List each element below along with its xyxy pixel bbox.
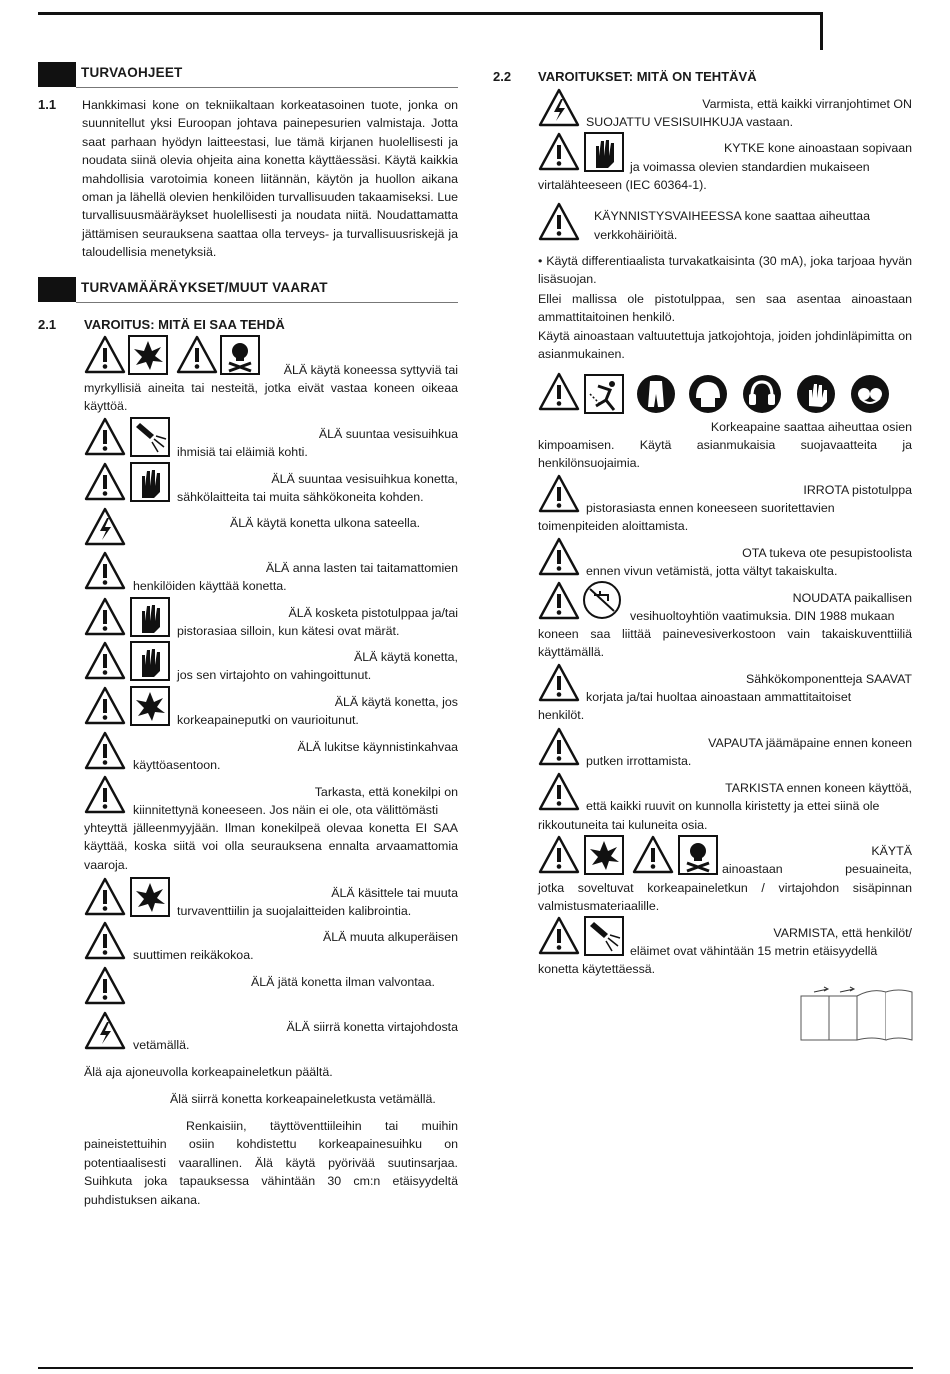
instruction-text: TARKISTA ennen koneen käyttöä, xyxy=(725,781,912,795)
instruction-text: Käytä ainoastaan valtuutettuja jatkojohtoja, joiden johdinläpimitta on asianmukainen. xyxy=(538,329,912,362)
instruction-text: rikkoutuneita tai kuluneita osia. xyxy=(538,818,708,832)
warning-text: henkilöiden käyttää konetta. xyxy=(133,579,287,593)
warning-text: jos sen virtajohto on vahingoittunut. xyxy=(177,668,372,682)
warning-text: yhteyttä jälleenmyyjään. Ilman konekilpeä olevaa konetta EI SAA käyttää, koska siitä voi olla seurauksena ennalta arvaamattomia vaaroja. xyxy=(84,821,458,872)
instruction-text: konetta käytettäessä. xyxy=(538,962,656,976)
warning-text: ÄLÄ käytä konetta, xyxy=(353,650,458,664)
warning-text: ÄLÄ muuta alkuperäisen xyxy=(322,930,458,944)
subsection-number: 2.1 xyxy=(38,317,57,332)
instruction-text: VARMISTA, että henkilöt/ xyxy=(773,926,912,940)
instruction-text: putken irrottamista. xyxy=(586,754,692,768)
electric-warning-icon xyxy=(84,1011,128,1053)
page-frame-top xyxy=(38,12,822,15)
warning-text: ÄLÄ anna lasten tai taitamattomien xyxy=(265,561,458,575)
instruction-text: KÄYNNISTYSVAIHEESSA kone saattaa aiheuttaa xyxy=(594,209,870,223)
instruction-text: KÄYTÄ xyxy=(871,844,912,858)
warning-icon xyxy=(538,537,582,579)
instruction-text: NOUDATA paikallisen xyxy=(792,591,912,605)
instruction-text: SUOJATTU VESISUIHKUJA vastaan. xyxy=(586,115,794,129)
section-number: 1.1 xyxy=(38,97,57,112)
detergent-warning-icons xyxy=(538,835,718,877)
page-frame-corner xyxy=(820,12,823,50)
instruction-text: kimpoamisen. Käytä asianmukaisia suojavaatteita ja henkilönsuojaimia. xyxy=(538,438,912,471)
instruction-text: virtalähteeseen (IEC 60364-1). xyxy=(538,178,707,192)
section-header-rules xyxy=(38,277,458,302)
electric-warning-icon xyxy=(538,88,582,130)
instruction-text: KYTKE kone ainoastaan sopivaan xyxy=(723,141,912,155)
instruction-text: Ellei mallissa ole pistotulppaa, sen saa asentaa ainoastaan ammattitaitoinen henkilö. xyxy=(538,292,912,325)
warning-text: vetämällä. xyxy=(133,1038,190,1052)
instruction-text: koneen saa liittää painevesiverkostoon vain takaiskuventtiiliä käyttämällä. xyxy=(538,627,912,660)
warning-icon xyxy=(84,921,128,963)
warning-text: pistorasiaa silloin, kun kätesi ovat märät. xyxy=(177,624,400,638)
warning-text: kiinnitettynä koneeseen. Jos näin ei ole, ota välittömästi xyxy=(133,803,439,817)
instruction-text: Varmista, että kaikki virranjohtimet ON xyxy=(702,97,912,111)
subsection-title: VAROITUS: MITÄ EI SAA TEHDÄ xyxy=(84,317,285,332)
warning-text: ÄLÄ käytä konetta ulkona sateella. xyxy=(230,516,421,530)
warning-text: Älä aja ajoneuvolla korkeapaineletkun päältä. xyxy=(84,1065,333,1079)
intro-paragraph: Hankkimasi kone on tekniikaltaan korkeatasoinen tuote, jonka on suunnitellut yksi Euroopan johtava painepesurien valmistaja. Jotta saat parhaan hyödyn laitteestasi, lue tämä kirjanen huolellisesti ja noudata siinä olevia ohjeita aina konetta käyttäessäsi. Käytä kaikkia mahdollisia varotoimia koneen liitännän, käytön ja huollon aikana oman ja lähellä olevien henkilöiden turvallisuuden takaamiseksi. Lue turvallisuusmääräykset huolellisesti ja noudata niitä. Noudattamatta jättämisen seurauksena saattaa olla terveys- ja turvallisuusriskejä ja taloudellisia menetyksiä. xyxy=(82,98,458,260)
instruction-text: että kaikki ruuvit on kunnolla kiristetty ja ettei siinä ole xyxy=(586,799,880,813)
section-title: TURVAMÄÄRÄYKSET/MUUT VAARAT xyxy=(81,280,328,295)
instruction-text: • Käytä differentiaalista turvakatkaisinta (30 mA), joka tarjoaa hyvän lisäsuojan. xyxy=(538,254,912,287)
warning-text: ÄLÄ käytä konetta, jos xyxy=(334,695,458,709)
warning-text: Renkaisiin, täyttöventtiileihin tai muihin paineistettuihin osiin kohdistettu korkeapainesuihku on potentiaalisesti vaarallinen. Älä käytä pyörivää suutinsarjaa. Suihkuta joka tapauksessa vähintään 30 cm:n etäisyydeltä puhdistuksen aikana. xyxy=(84,1119,458,1207)
ppe-icons xyxy=(538,372,913,416)
warning-icon xyxy=(538,772,582,814)
warning-icon xyxy=(538,727,582,769)
warning-text: ÄLÄ kosketa pistotulppaa ja/tai xyxy=(288,606,458,620)
instruction-text: korjata ja/tai huoltaa ainoastaan ammattitaitoiset xyxy=(586,690,852,704)
electric-hand-icon xyxy=(538,132,626,174)
warning-icon xyxy=(538,202,582,244)
spray-warning-icon xyxy=(538,916,626,958)
warning-text: ihmisiä tai eläimiä kohti. xyxy=(177,445,308,459)
warning-icon xyxy=(84,966,128,1008)
instruction-text: eläimet ovat vähintään 15 metrin etäisyydellä xyxy=(630,944,878,958)
electric-hand-icon xyxy=(84,641,172,683)
warning-text: ÄLÄ käytä koneessa syttyviä tai xyxy=(283,363,458,377)
warning-text: suuttimen reikäkokoa. xyxy=(133,948,254,962)
instruction-text: VAPAUTA jäämäpaine ennen koneen xyxy=(708,736,912,750)
instruction-text: jotka soveltuvat korkeapaineletkun / virtajohdon sisäpinnan valmistusmateriaalille. xyxy=(538,881,912,914)
warning-text: sähkölaitteita tai muita sähkökoneita kohden. xyxy=(177,490,424,504)
instruction-text: Korkeapaine saattaa aiheuttaa osien xyxy=(710,420,912,434)
page-frame-bottom xyxy=(38,1367,913,1369)
electric-hand-icon xyxy=(84,462,172,504)
instruction-text: toimenpiteiden aloittamista. xyxy=(538,519,689,533)
warning-icon xyxy=(84,775,128,817)
warning-text: ÄLÄ suuntaa vesisuihkua xyxy=(318,427,458,441)
instruction-text: ainoastaan pesuaineita, xyxy=(722,862,912,876)
instruction-text: ennen vivun vetämistä, jotta vältyt takaiskulta. xyxy=(586,564,838,578)
warning-icon xyxy=(538,474,582,516)
warning-text: Älä siirrä konetta korkeapaineletkusta vetämällä. xyxy=(170,1092,436,1106)
instruction-text: OTA tukeva ote pesupistoolista xyxy=(742,546,912,560)
warning-text: käyttöasentoon. xyxy=(133,758,221,772)
instruction-text: IRROTA pistotulppa xyxy=(803,483,912,497)
subsection-number: 2.2 xyxy=(493,69,512,84)
section-header-safety xyxy=(38,62,458,87)
warning-icon-group xyxy=(84,335,264,377)
spray-warning-icon xyxy=(84,417,172,459)
warning-text: ÄLÄ lukitse käynnistinkahvaa xyxy=(297,740,458,754)
warning-text: ÄLÄ käsittele tai muuta xyxy=(331,886,458,900)
warning-text: korkeapaineputki on vaurioitunut. xyxy=(177,713,359,727)
instruction-text: vesihuoltoyhtiön vaatimuksia. DIN 1988 mukaan xyxy=(630,609,895,623)
warning-text: ÄLÄ jätä konetta ilman valvontaa. xyxy=(251,975,435,989)
electric-warning-icon xyxy=(84,507,128,549)
explosion-warning-icon xyxy=(84,686,172,728)
warning-text: turvaventtiilin ja suojalaitteiden kalibrointia. xyxy=(177,904,412,918)
warning-text: Tarkasta, että konekilpi on xyxy=(314,785,458,799)
warning-text: ÄLÄ siirrä konetta virtajohdosta xyxy=(286,1020,458,1034)
explosion-warning-icon xyxy=(84,877,172,919)
electric-hand-icon xyxy=(84,597,172,639)
warning-text: ÄLÄ suuntaa vesisuihkua konetta, xyxy=(271,472,458,486)
warning-icon xyxy=(84,551,128,593)
instruction-text: verkkohäiriöitä. xyxy=(594,228,678,242)
warning-icon xyxy=(538,663,582,705)
warning-icon xyxy=(84,731,128,773)
water-supply-icon xyxy=(538,581,628,623)
instruction-text: pistorasiasta ennen koneeseen suoritettavien xyxy=(586,501,835,515)
warning-text: myrkyllisiä aineita tai nesteitä, jotka eivät vastaa koneen oikeaa käyttöä. xyxy=(84,381,458,414)
subsection-title: VAROITUKSET: MITÄ ON TEHTÄVÄ xyxy=(538,69,757,84)
instruction-text: ja voimassa olevien standardien mukaiseen xyxy=(630,160,870,174)
instruction-text: henkilöt. xyxy=(538,708,585,722)
instruction-text: Sähkökomponentteja SAAVAT xyxy=(746,672,912,686)
fold-out-page-icon xyxy=(800,984,914,1042)
section-title: TURVAOHJEET xyxy=(81,65,183,80)
